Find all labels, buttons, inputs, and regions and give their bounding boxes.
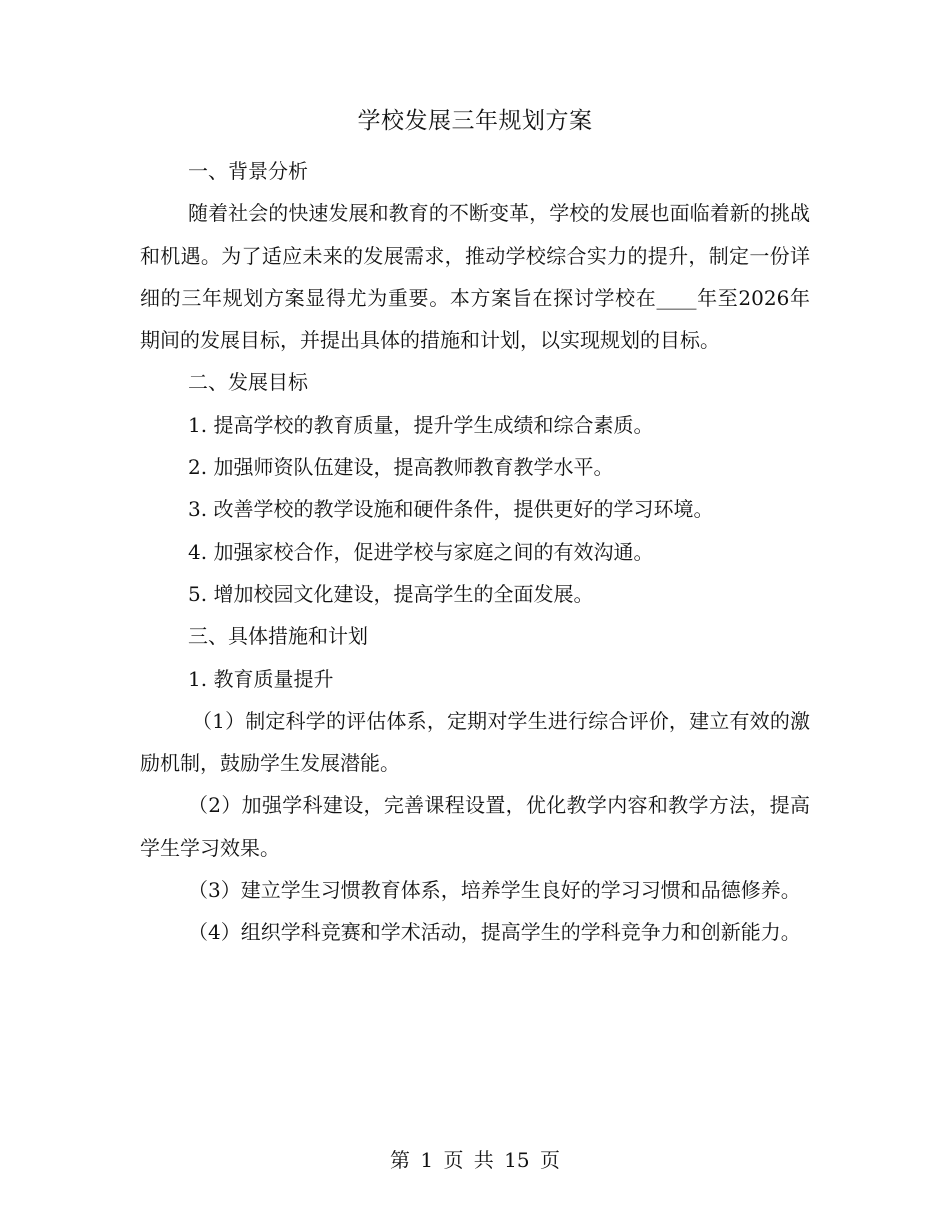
- goal-item: 3. 改善学校的教学设施和硬件条件，提供更好的学习环境。: [188, 497, 714, 522]
- measure-item: （1）制定科学的评估体系，定期对学生进行综合评价，建立有效的激励机制，鼓励学生发展潜能。: [140, 708, 810, 776]
- goal-item: 1. 提高学校的教育质量，提升学生成绩和综合素质。: [188, 412, 654, 437]
- goal-item: 4. 加强家校合作，促进学校与家庭之间的有效沟通。: [188, 539, 654, 564]
- background-paragraph: 随着社会的快速发展和教育的不断变革，学校的发展也面临着新的挑战和机遇。为了适应未来的发展需求，推动学校综合实力的提升，制定一份详细的三年规划方案显得尤为重要。本方案旨在探讨学校在____年至2026年期间的发展目标，并提出具体的措施和计划，以实现规划的目标。: [140, 201, 810, 353]
- document-body: [140, 150, 810, 954]
- goal-item: 5. 增加校园文化建设，提高学生的全面发展。: [188, 581, 594, 606]
- measure-item: （4）组织学科竞赛和学术活动，提高学生的学科竞争力和创新能力。: [188, 920, 801, 945]
- subsection-heading-quality: 1. 教育质量提升: [188, 666, 334, 691]
- section-heading-goals: 二、发展目标: [188, 370, 308, 395]
- measure-item: （3）建立学生习惯教育体系，培养学生良好的学习习惯和品德修养。: [188, 878, 801, 903]
- section-heading-background: 一、背景分析: [188, 159, 308, 183]
- document-title: 学校发展三年规划方案: [357, 108, 593, 134]
- section-heading-measures: 三、具体措施和计划: [188, 624, 368, 649]
- page-footer: 第 1 页 共 15 页: [390, 1148, 560, 1172]
- measure-item: （2）加强学科建设，完善课程设置，优化教学内容和教学方法，提高学生学习效果。: [140, 793, 810, 860]
- goal-item: 2. 加强师资队伍建设，提高教师教育教学水平。: [188, 455, 614, 480]
